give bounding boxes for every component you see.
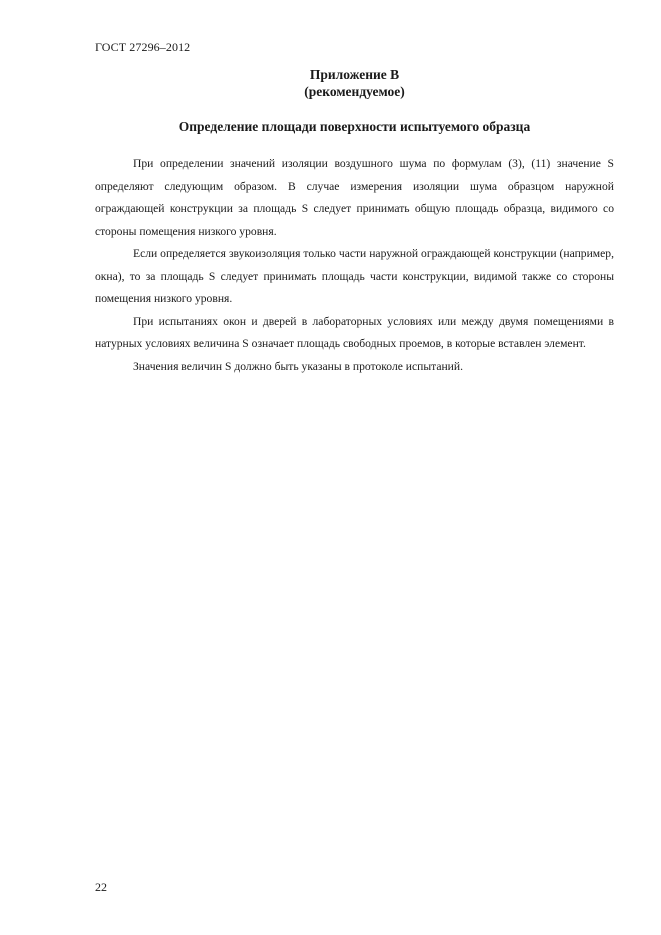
annex-title: Приложение В: [309, 67, 400, 82]
annex-subtitle: (рекомендуемое): [304, 84, 405, 99]
annex-heading: [95, 66, 614, 100]
page-number: 22: [95, 880, 107, 894]
body-text: [95, 153, 614, 378]
section-title: Определение площади поверхности испытуемого образца: [178, 119, 531, 134]
paragraph-4: Значения величин S должно быть указаны в протоколе испытаний.: [133, 359, 463, 373]
paragraph-3: При испытаниях окон и дверей в лабораторных условиях или между двумя помещениями в натурных условиях величина S означает площадь свободных проемов, в которые вставлен элемент.: [95, 314, 614, 350]
paragraph-2: Если определяется звукоизоляция только части наружной ограждающей конструкции (например, окна), то за площадь S следует принимать площадь части конструкции, видимой также со стороны помещения низкого уровня.: [95, 247, 614, 305]
document-header-standard: ГОСТ 27296–2012: [95, 40, 191, 54]
paragraph-1: При определении значений изоляции воздушного шума по формулам (3), (11) значение S определяют следующим образом. В случае измерения изоляции шума образцом наружной ограждающей конструкции за площадь S следует принимать общую площадь образца, видимого со стороны помещения низкого уровня.: [95, 157, 614, 238]
